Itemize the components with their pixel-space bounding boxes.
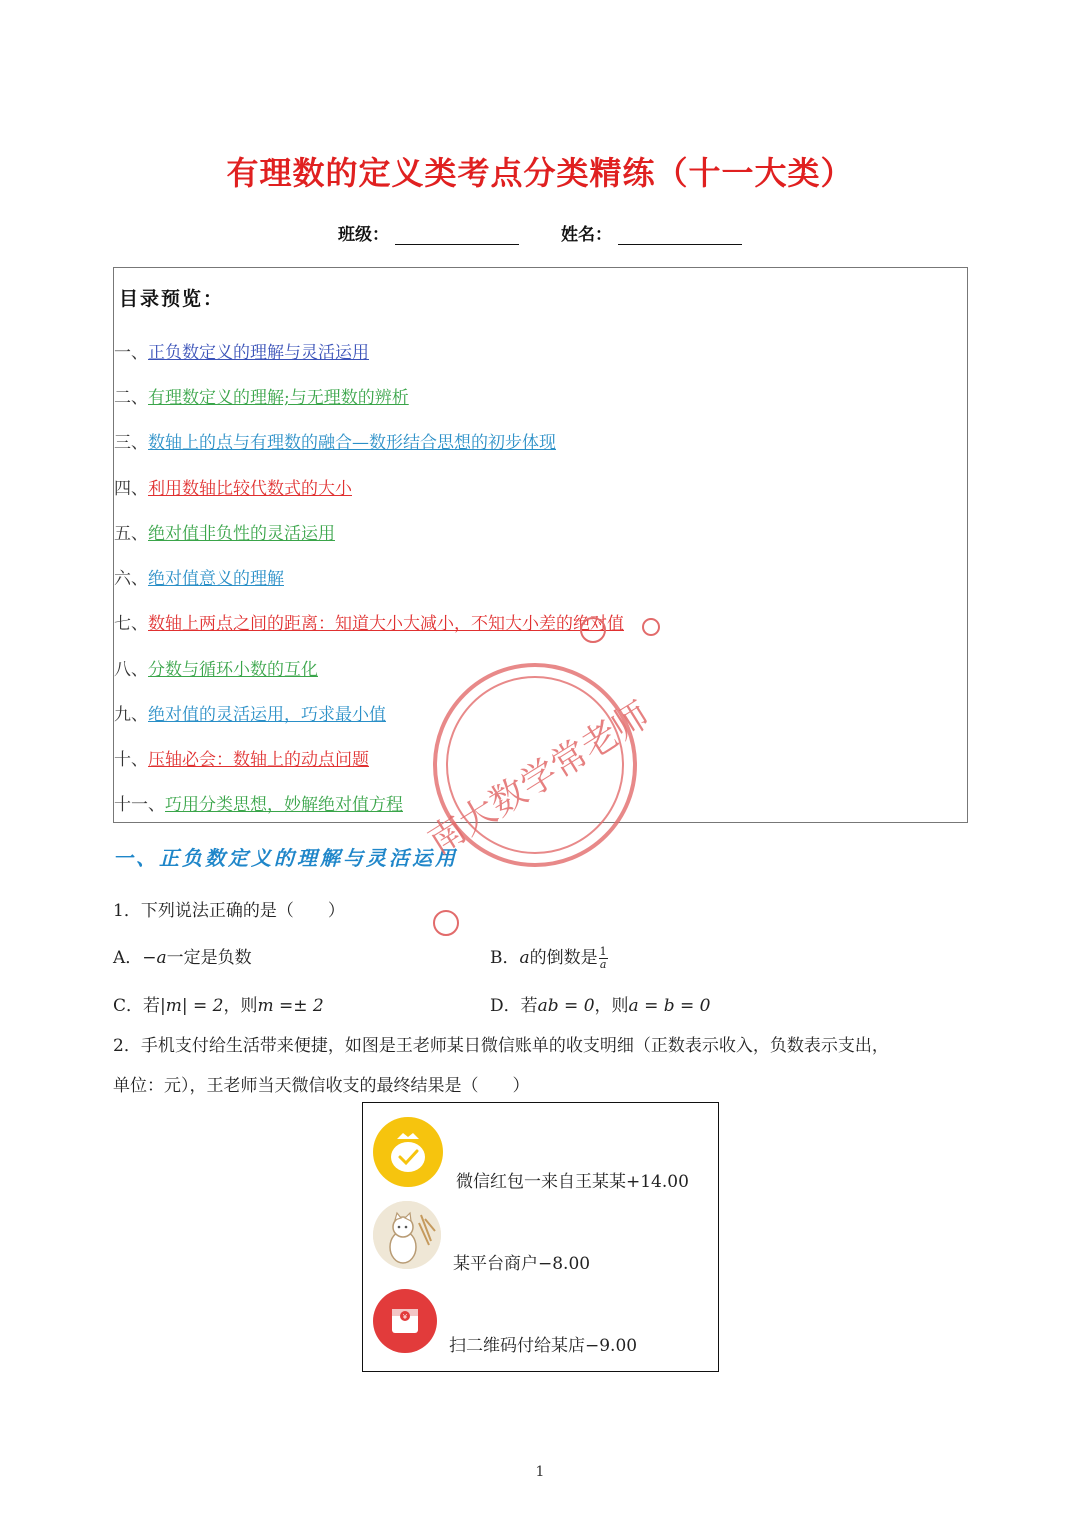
- question-2-line-2: 单位：元），王老师当天微信收支的最终结果是（ ）: [113, 1076, 530, 1096]
- toc-heading: 目录预览：: [119, 288, 225, 310]
- toc-item-9[interactable]: [114, 700, 386, 725]
- question-1-option-b[interactable]: [490, 943, 608, 971]
- option-text: 若: [520, 996, 538, 1016]
- toc-item-link[interactable]: 绝对值的灵活运用，巧求最小值: [148, 705, 386, 725]
- toc-item-number: 一、: [114, 343, 148, 363]
- question-1-stem: 1．下列说法正确的是（ ）: [113, 901, 345, 921]
- toc-item-number: 五、: [114, 524, 148, 544]
- page-title: 有理数的定义类考点分类精练（十一大类）: [226, 154, 854, 192]
- option-label: B．: [490, 948, 520, 968]
- option-text: 的倒数是: [529, 948, 598, 968]
- option-math: m =± 2: [257, 996, 324, 1016]
- toc-item-number: 七、: [114, 614, 148, 634]
- fraction-numerator: 1: [599, 945, 607, 958]
- page-number: 1: [535, 1464, 545, 1480]
- toc-item-2[interactable]: [114, 383, 409, 408]
- toc-item-5[interactable]: [114, 519, 335, 544]
- qr-pay-icon: [373, 1289, 437, 1353]
- toc-item-number: 三、: [114, 433, 148, 453]
- question-1-option-a[interactable]: [113, 943, 252, 968]
- toc-item-number: 四、: [114, 479, 148, 499]
- toc-item-link[interactable]: 巧用分类思想，妙解绝对值方程: [165, 795, 403, 815]
- toc-item-10[interactable]: [114, 745, 369, 770]
- student-info-line: [0, 220, 1080, 245]
- question-1-option-d[interactable]: [490, 991, 710, 1016]
- toc-item-1[interactable]: [114, 338, 369, 363]
- toc-item-number: 十、: [114, 750, 148, 770]
- toc-item-link[interactable]: 分数与循环小数的互化: [148, 660, 318, 680]
- option-text: ，则: [223, 996, 258, 1016]
- class-field: [338, 220, 519, 245]
- class-blank[interactable]: [395, 224, 519, 245]
- class-label: 班级：: [338, 225, 390, 245]
- option-math: ab = 0: [537, 996, 595, 1016]
- table-of-contents: [113, 267, 968, 823]
- fraction: [599, 946, 608, 971]
- money-bag-icon: [373, 1117, 443, 1187]
- bill-row-1-text: 微信红包一来自王某某+14.00: [456, 1172, 689, 1192]
- option-math: −a: [142, 948, 167, 968]
- bill-row-2-text: 某平台商户−8.00: [453, 1254, 591, 1274]
- option-label: A．: [113, 948, 143, 968]
- toc-item-4[interactable]: [114, 474, 352, 499]
- wechat-bill-figure: [362, 1102, 719, 1372]
- toc-item-8[interactable]: [114, 655, 318, 680]
- decorative-circle: [642, 618, 660, 636]
- toc-item-3[interactable]: [114, 428, 556, 453]
- option-label: C．: [113, 996, 144, 1016]
- cat-avatar-icon: [373, 1201, 441, 1269]
- option-text: 一定是负数: [166, 948, 252, 968]
- toc-item-link[interactable]: 正负数定义的理解与灵活运用: [148, 343, 369, 363]
- toc-item-link[interactable]: 绝对值非负性的灵活运用: [148, 524, 335, 544]
- question-1-option-c[interactable]: [113, 991, 324, 1016]
- name-blank[interactable]: [618, 224, 742, 245]
- toc-item-7[interactable]: [114, 609, 624, 634]
- watermark-text: 南大数学常老师: [421, 694, 657, 863]
- toc-item-11[interactable]: [114, 790, 403, 815]
- toc-item-link[interactable]: 利用数轴比较代数式的大小: [148, 479, 352, 499]
- toc-item-link[interactable]: 绝对值意义的理解: [148, 569, 284, 589]
- section-heading: 一、正负数定义的理解与灵活运用: [113, 846, 458, 870]
- option-text: 若: [143, 996, 161, 1016]
- toc-item-number: 十一、: [114, 795, 165, 815]
- toc-item-number: 六、: [114, 569, 148, 589]
- toc-item-number: 九、: [114, 705, 148, 725]
- option-math: |m| = 2: [160, 996, 224, 1016]
- toc-item-link[interactable]: 有理数定义的理解;与无理数的辨析: [148, 388, 409, 408]
- option-label: D．: [490, 996, 521, 1016]
- name-label: 姓名：: [560, 225, 612, 245]
- option-text: ，则: [594, 996, 629, 1016]
- decorative-circle: [580, 617, 606, 643]
- svg-text:¥: ¥: [402, 1313, 408, 1321]
- toc-item-6[interactable]: [114, 564, 284, 589]
- toc-item-number: 八、: [114, 660, 148, 680]
- toc-item-link[interactable]: 压轴必会：数轴上的动点问题: [148, 750, 369, 770]
- option-math: a = b = 0: [628, 996, 711, 1016]
- fraction-denominator: a: [599, 958, 607, 971]
- decorative-circle: [433, 910, 459, 936]
- toc-item-link[interactable]: 数轴上两点之间的距离：知道大小大减小，不知大小差的绝对值: [148, 614, 624, 634]
- toc-item-link[interactable]: 数轴上的点与有理数的融合—数形结合思想的初步体现: [148, 433, 556, 453]
- option-math: a: [519, 948, 530, 968]
- question-2-line-1: 2．手机支付给生活带来便捷，如图是王老师某日微信账单的收支明细（正数表示收入，负数表示支出，: [113, 1036, 889, 1056]
- bill-row-3-text: 扫二维码付给某店−9.00: [449, 1336, 638, 1356]
- toc-item-number: 二、: [114, 388, 148, 408]
- name-field: [561, 220, 742, 245]
